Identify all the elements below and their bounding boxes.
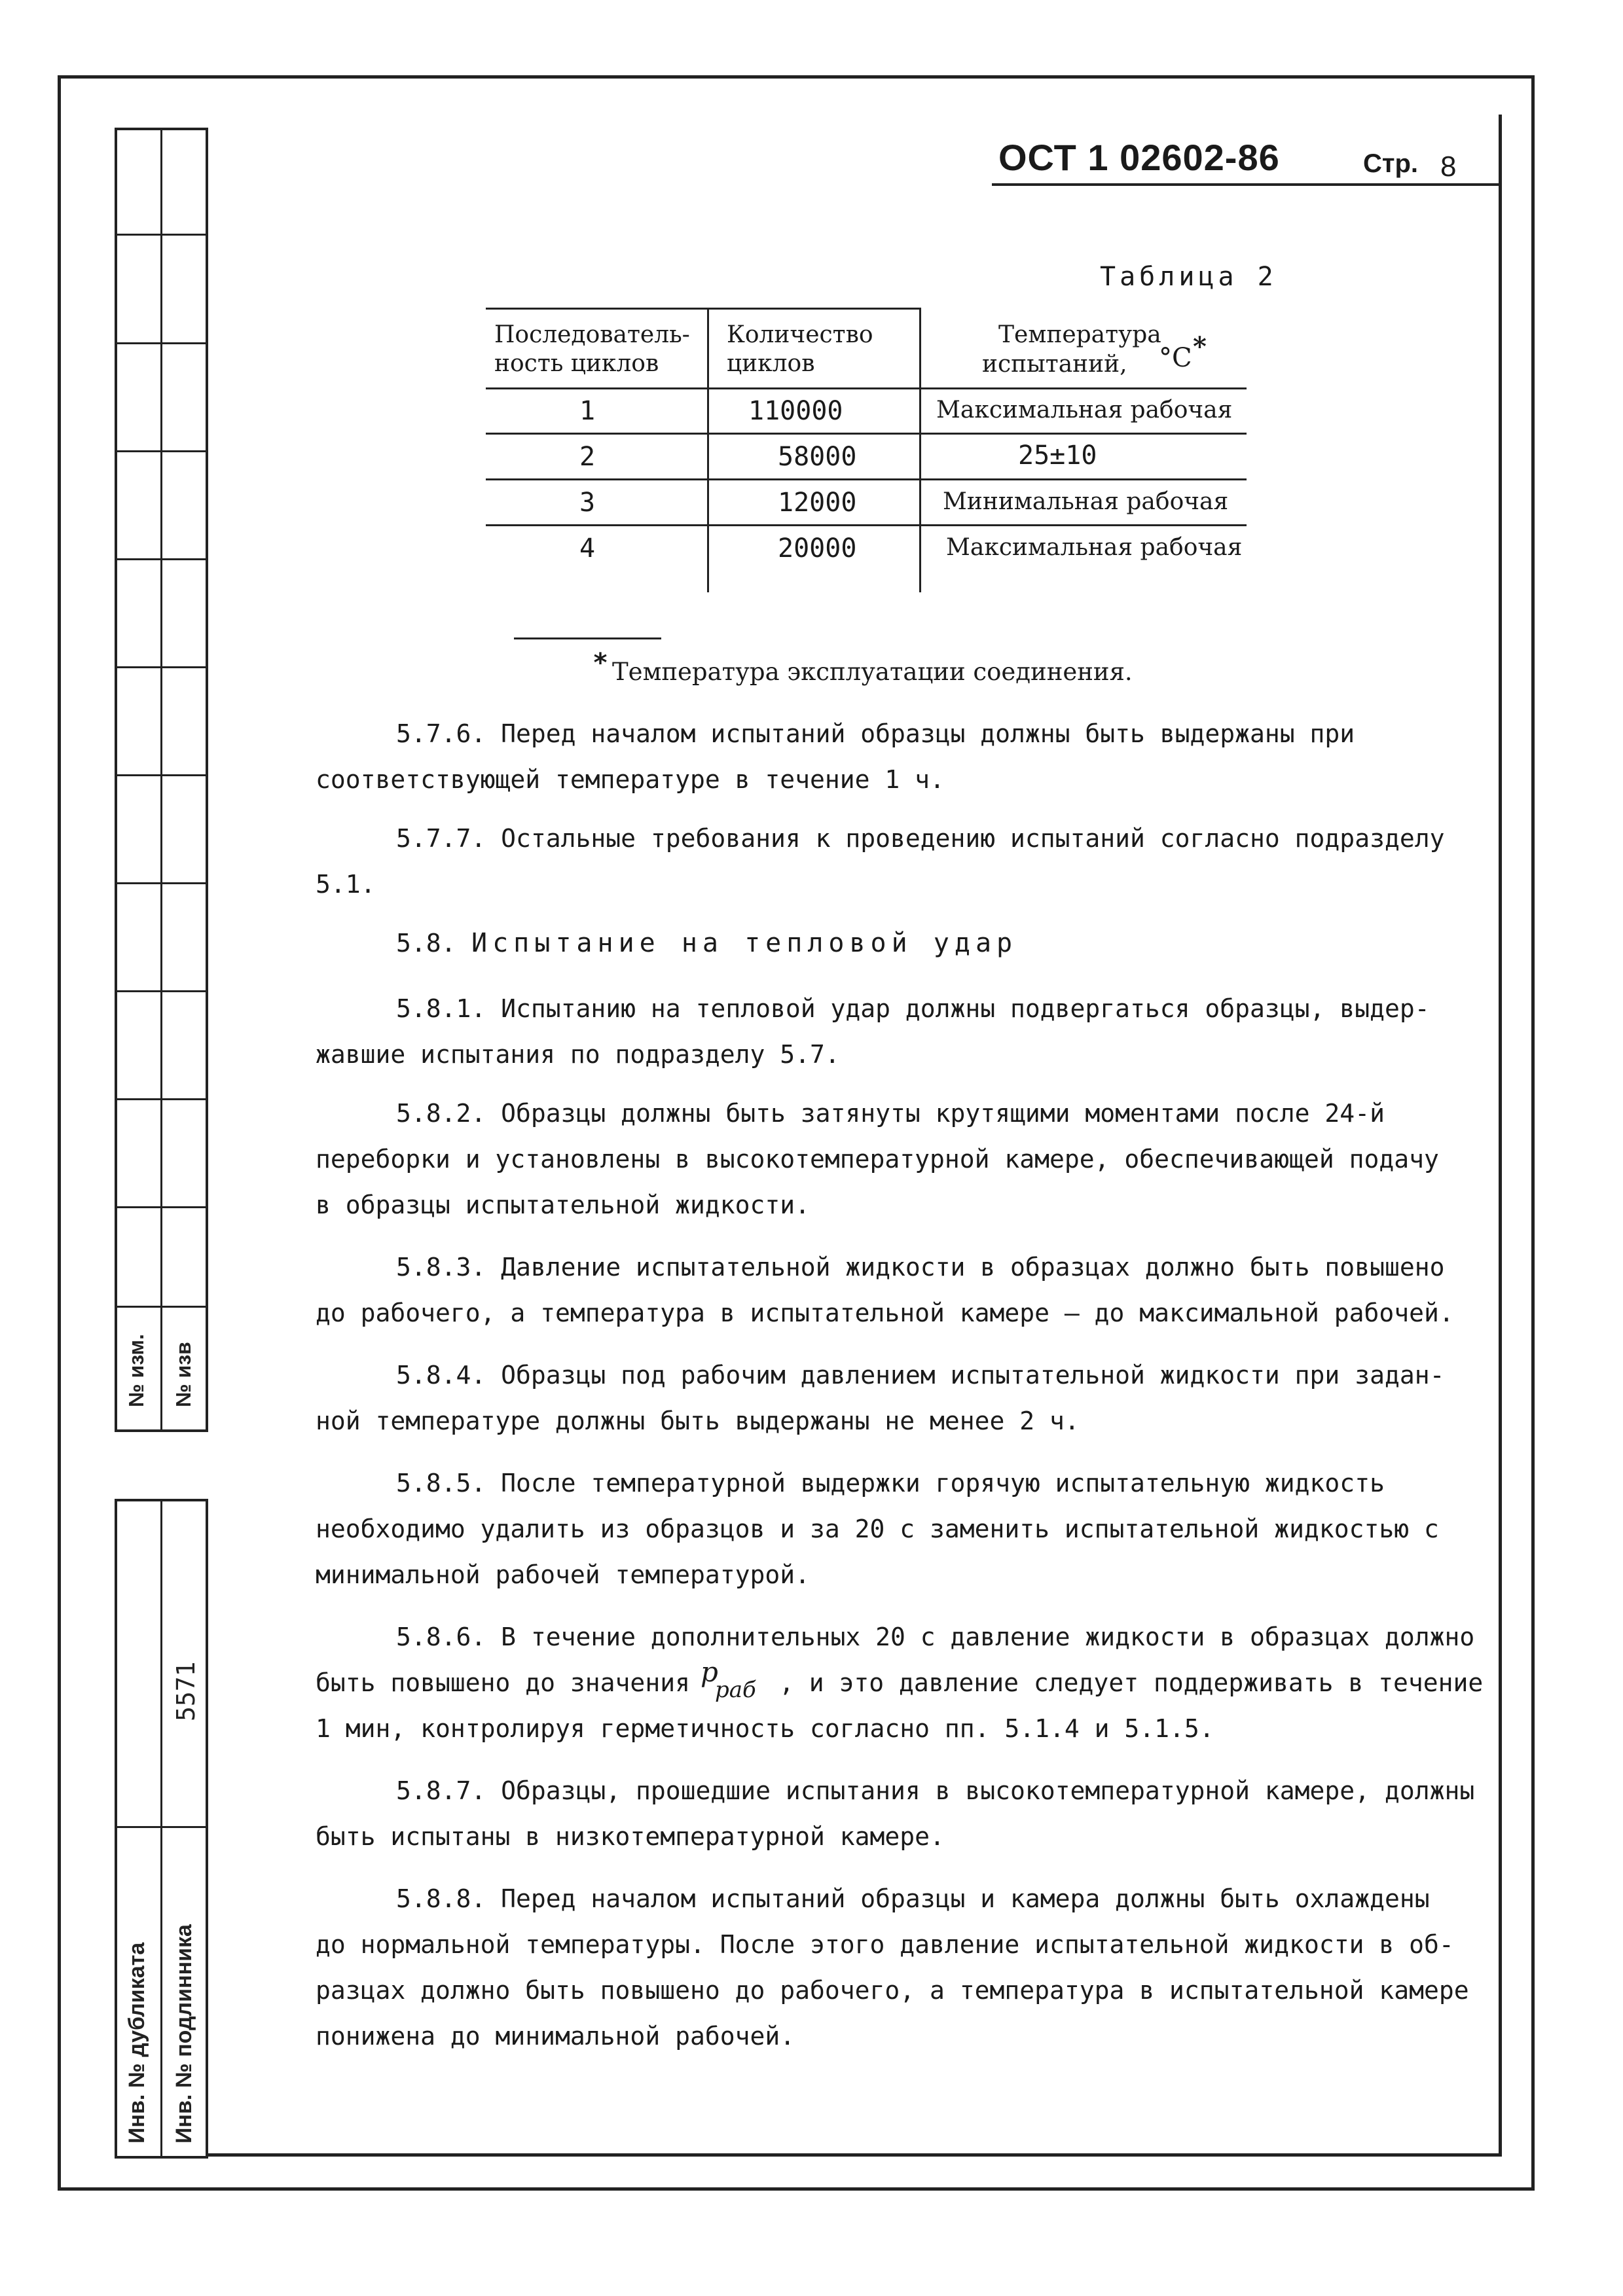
paragraph-5-8-7-cont: быть испытаны в низкотемпературной камере. xyxy=(316,1822,945,1851)
section-number-5-8: 5.8. xyxy=(396,929,456,958)
table-cell-temp: 25±10 xyxy=(1018,440,1097,471)
paragraph-5-8-1-cont: жавшие испытания по подразделу 5.7. xyxy=(316,1040,840,1069)
paragraph-5-8-8-cont: до нормальной температуры. После этого давление испытательной жидкости в об- xyxy=(316,1930,1454,1959)
paragraph-5-8-4-cont: ной температуре должны быть выдержаны не менее 2 ч. xyxy=(316,1407,1080,1435)
paragraph-5-7-6: 5.7.6. Перед началом испытаний образцы должны быть выдержаны при xyxy=(396,719,1355,748)
table-header-temp-mark: * xyxy=(1193,331,1207,362)
side-stamp-rule xyxy=(115,666,206,668)
paragraph-5-8-7: 5.8.7. Образцы, прошедшие испытания в высокотемпературной камере, должны xyxy=(396,1776,1475,1805)
section-title-5-8: Испытание на тепловой удар xyxy=(471,928,1018,958)
table-header-count-l1: Количество xyxy=(727,321,873,348)
paragraph-5-7-7: 5.7.7. Остальные требования к проведению испытаний согласно подразделу xyxy=(396,824,1445,853)
table-rule xyxy=(486,478,1247,480)
document-number: ОСТ 1 02602-86 xyxy=(998,137,1280,178)
paragraph-5-8-5-cont: минимальной рабочей температурой. xyxy=(316,1560,810,1589)
side-stamp-rule xyxy=(115,990,206,992)
paragraph-5-8-8-cont: понижена до минимальной рабочей. xyxy=(316,2022,795,2051)
table-header-seq-l2: ность циклов xyxy=(494,350,659,377)
side-stamp-rule xyxy=(115,882,206,884)
stamp-label-izv: № изв xyxy=(172,1342,195,1407)
footnote-rule xyxy=(514,637,661,639)
page-number: 8 xyxy=(1440,151,1457,183)
table-cell-count: 110000 xyxy=(748,396,843,426)
stamp-label-izm: № изм. xyxy=(124,1334,148,1407)
side-stamp-rule xyxy=(115,342,206,344)
table-rule xyxy=(919,308,921,592)
table-header-temp-l1: Температура xyxy=(998,321,1161,348)
side-stamp-rule xyxy=(115,774,206,776)
stamp-label-inv-duplicate: Инв. № дубликата xyxy=(124,1942,149,2144)
table-caption: Таблица 2 xyxy=(1100,262,1277,292)
table-cell-count: 12000 xyxy=(778,488,857,518)
symbol-p: p xyxy=(701,1656,718,1688)
table-cell-seq: 4 xyxy=(579,533,596,564)
table-rule xyxy=(486,433,1247,435)
paragraph-5-8-6-cont: , и это давление следует поддерживать в течение xyxy=(779,1668,1484,1697)
paragraph-5-8-6: 5.8.6. В течение дополнительных 20 с давление жидкости в образцах должно xyxy=(396,1623,1475,1651)
table-header-count xyxy=(727,321,873,378)
paragraph-5-8-3: 5.8.3. Давление испытательной жидкости в образцах должно быть повышено xyxy=(396,1253,1445,1282)
paragraph-5-8-1: 5.8.1. Испытанию на тепловой удар должны подвергаться образцы, выдер- xyxy=(396,994,1430,1023)
table-rule xyxy=(486,524,1247,526)
symbol-p-subscript: раб xyxy=(715,1677,756,1703)
paragraph-5-8-2: 5.8.2. Образцы должны быть затянуты крутящими моментами после 24-й xyxy=(396,1099,1385,1128)
table-cell-temp: Максимальная рабочая xyxy=(936,397,1233,423)
table-cell-temp: Минимальная рабочая xyxy=(943,488,1229,515)
side-stamp-rule xyxy=(115,1306,206,1308)
table-header-count-l2: циклов xyxy=(727,350,815,377)
paragraph-5-8-6-cont: быть повышено до значения xyxy=(316,1668,690,1697)
side-stamp-rule xyxy=(115,558,206,560)
side-stamp-rule xyxy=(115,234,206,236)
paragraph-5-8-3-cont: до рабочего, а температура в испытательной камере – до максимальной рабочей. xyxy=(316,1299,1454,1327)
header-rule xyxy=(992,183,1499,186)
table-cell-count: 20000 xyxy=(778,533,857,564)
side-stamp-rule xyxy=(115,1206,206,1208)
side-stamp-rule xyxy=(115,1826,206,1828)
table-rule xyxy=(486,308,921,310)
table-rule xyxy=(707,308,709,592)
footnote-mark: * xyxy=(593,648,609,678)
paragraph-5-8-8: 5.8.8. Перед началом испытаний образцы и камера должны быть охлаждены xyxy=(396,1884,1430,1913)
paragraph-5-8-8-cont: разцах должно быть повышено до рабочего, а температура в испытательной камере xyxy=(316,1976,1469,2005)
table-cell-seq: 3 xyxy=(579,488,596,518)
table-cell-count: 58000 xyxy=(778,442,857,472)
table-header-temp-unit: °C xyxy=(1159,343,1192,373)
table-header-temp xyxy=(998,321,1161,350)
table-header-seq xyxy=(494,321,690,378)
table-cell-temp: Максимальная рабочая xyxy=(946,534,1243,561)
paragraph-5-8-5-cont: необходимо удалить из образцов и за 20 с заменить испытательной жидкостью с xyxy=(316,1515,1439,1543)
paragraph-5-8-4: 5.8.4. Образцы под рабочим давлением испытательной жидкости при задан- xyxy=(396,1361,1445,1390)
table-header-temp-l2: испытаний, xyxy=(982,351,1127,378)
table-cell-seq: 2 xyxy=(579,442,596,472)
footnote-text: Температура эксплуатации соединения. xyxy=(612,658,1133,686)
paragraph-5-8-5: 5.8.5. После температурной выдержки горячую испытательную жидкость xyxy=(396,1469,1385,1498)
paragraph-5-7-6-cont: соответствующей температуре в течение 1 ч. xyxy=(316,765,945,794)
table-header-seq-l1: Последователь- xyxy=(494,321,690,348)
stamp-inv-number: 5571 xyxy=(172,1661,200,1721)
side-stamp-rule xyxy=(115,450,206,452)
side-stamp-rule xyxy=(115,1098,206,1100)
table-rule xyxy=(486,387,1247,389)
side-stamp-divider xyxy=(160,128,162,1429)
stamp-label-inv-original: Инв. № подлинника xyxy=(172,1924,196,2144)
paragraph-5-8-6-cont: 1 мин, контролируя герметичность согласно пп. 5.1.4 и 5.1.5. xyxy=(316,1714,1214,1743)
paragraph-5-7-7-cont: 5.1. xyxy=(316,870,376,899)
page-label: Стр. xyxy=(1363,149,1419,178)
paragraph-5-8-2-cont: переборки и установлены в высокотемпературной камере, обеспечивающей подачу xyxy=(316,1145,1439,1174)
paragraph-5-8-2-cont: в образцы испытательной жидкости. xyxy=(316,1191,810,1219)
table-cell-seq: 1 xyxy=(579,396,596,426)
